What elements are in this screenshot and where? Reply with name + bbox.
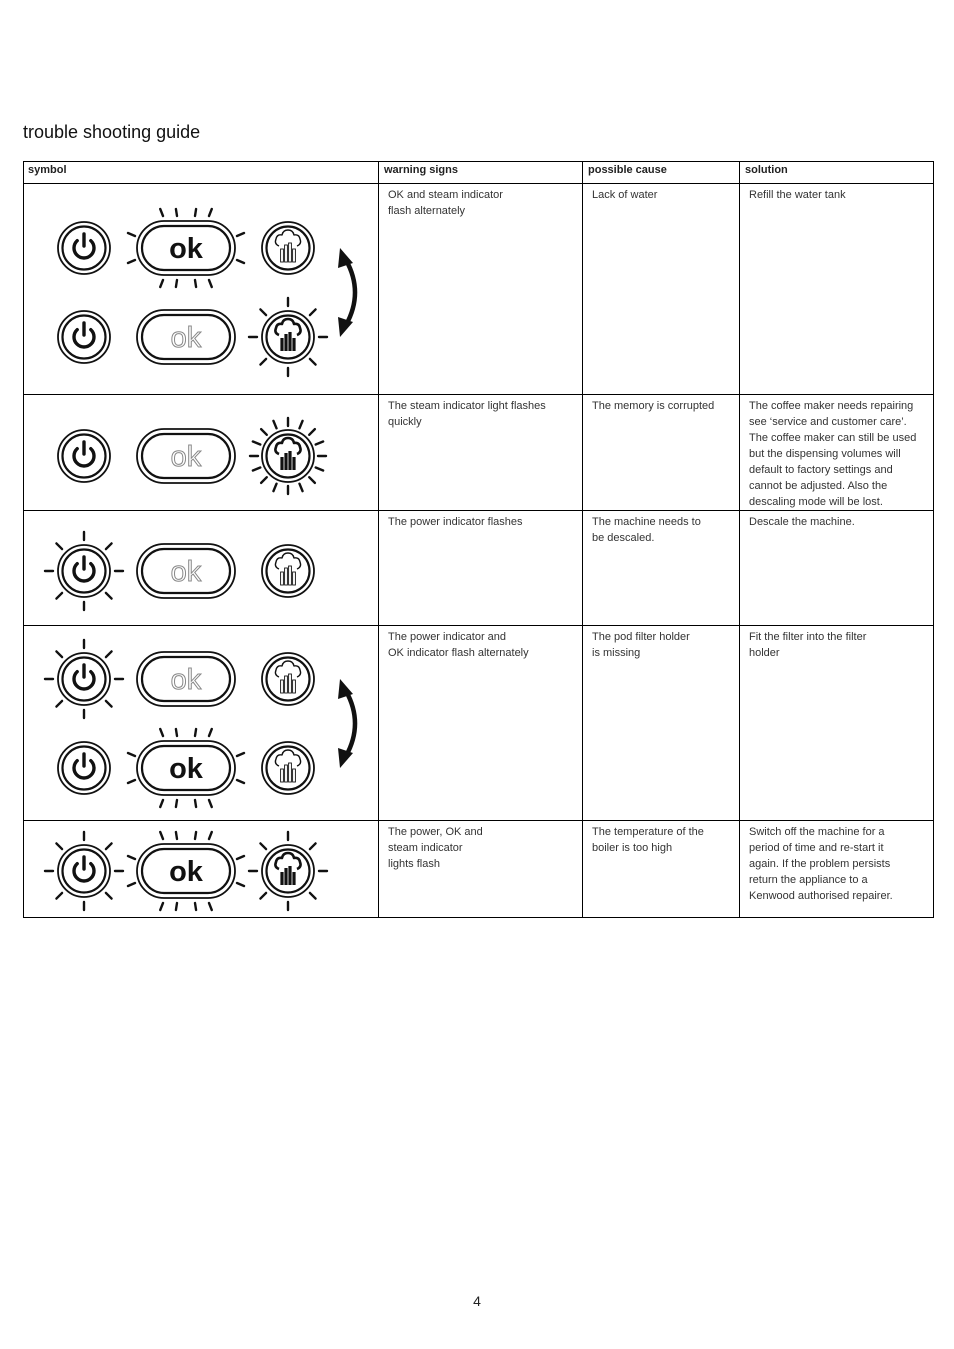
indicator-symbols xyxy=(24,821,379,917)
warning-signs-cell: The power indicator flashes xyxy=(379,511,583,626)
svg-text:ok: ok xyxy=(169,856,203,888)
power-icon xyxy=(45,832,123,910)
page-title: trouble shooting guide xyxy=(23,122,201,142)
svg-text:ok: ok xyxy=(170,322,202,354)
ok-button-icon xyxy=(128,729,244,807)
table-row xyxy=(24,184,934,395)
table-row xyxy=(24,821,934,918)
ok-button-icon xyxy=(137,544,235,598)
symbol-cell xyxy=(24,395,379,511)
indicator-symbols xyxy=(24,184,379,394)
steam-icon xyxy=(262,653,314,705)
svg-text:ok: ok xyxy=(170,664,202,696)
header-symbol: symbol xyxy=(24,162,379,184)
solution-cell: Refill the water tank xyxy=(740,184,934,395)
solution-cell: The coffee maker needs repairing see ‘service and customer care’. The coffee maker can still be used but the dispensing volumes will default to factory settings and cannot be adjusted. Also the descaling mode will be lost. xyxy=(740,395,934,511)
table-row xyxy=(24,511,934,626)
symbol-cell xyxy=(24,626,379,821)
svg-text:ok: ok xyxy=(170,441,202,473)
warning-signs-cell: The power indicator and OK indicator flash alternately xyxy=(379,626,583,821)
svg-text:ok: ok xyxy=(169,233,203,265)
possible-cause-cell: The pod filter holder is missing xyxy=(583,626,740,821)
possible-cause-cell: The machine needs to be descaled. xyxy=(583,511,740,626)
steam-icon xyxy=(249,832,327,910)
symbol-cell xyxy=(24,184,379,395)
steam-icon xyxy=(262,742,314,794)
solution-cell: Descale the machine. xyxy=(740,511,934,626)
svg-text:ok: ok xyxy=(169,753,203,785)
symbol-cell xyxy=(24,821,379,918)
warning-signs-cell: The steam indicator light flashes quickly xyxy=(379,395,583,511)
header-possible-cause: possible cause xyxy=(583,162,740,184)
warning-signs-cell: The power, OK and steam indicator lights flash xyxy=(379,821,583,918)
table-row xyxy=(24,395,934,511)
steam-icon xyxy=(262,545,314,597)
warning-signs-cell: OK and steam indicator flash alternately xyxy=(379,184,583,395)
indicator-symbols xyxy=(24,511,379,625)
ok-button-icon xyxy=(128,832,244,910)
power-icon xyxy=(45,640,123,718)
ok-button-icon xyxy=(137,429,235,483)
troubleshooting-table xyxy=(23,161,934,918)
header-solution: solution xyxy=(740,162,934,184)
power-icon xyxy=(45,532,123,610)
steam-icon xyxy=(262,222,314,274)
header-warning-signs: warning signs xyxy=(379,162,583,184)
alternate-arrow-icon xyxy=(338,679,355,768)
ok-button-icon xyxy=(137,310,235,364)
indicator-symbols xyxy=(24,626,379,820)
possible-cause-cell: The temperature of the boiler is too high xyxy=(583,821,740,918)
power-icon xyxy=(58,430,110,482)
solution-cell: Switch off the machine for a period of time and re-start it again. If the problem persists return the appliance to a Kenwood authorised repairer. xyxy=(740,821,934,918)
ok-button-icon xyxy=(137,652,235,706)
steam-icon xyxy=(250,418,326,494)
table-row xyxy=(24,626,934,821)
steam-icon xyxy=(249,298,327,376)
power-icon xyxy=(58,742,110,794)
symbol-cell xyxy=(24,511,379,626)
alternate-arrow-icon xyxy=(338,248,355,337)
table-header-row xyxy=(24,162,934,184)
possible-cause-cell: Lack of water xyxy=(583,184,740,395)
svg-text:ok: ok xyxy=(170,556,202,588)
indicator-symbols xyxy=(24,395,379,509)
ok-button-icon xyxy=(128,209,244,287)
power-icon xyxy=(58,311,110,363)
possible-cause-cell: The memory is corrupted xyxy=(583,395,740,511)
power-icon xyxy=(58,222,110,274)
page-number: 4 xyxy=(473,1293,481,1309)
solution-cell: Fit the filter into the filter holder xyxy=(740,626,934,821)
